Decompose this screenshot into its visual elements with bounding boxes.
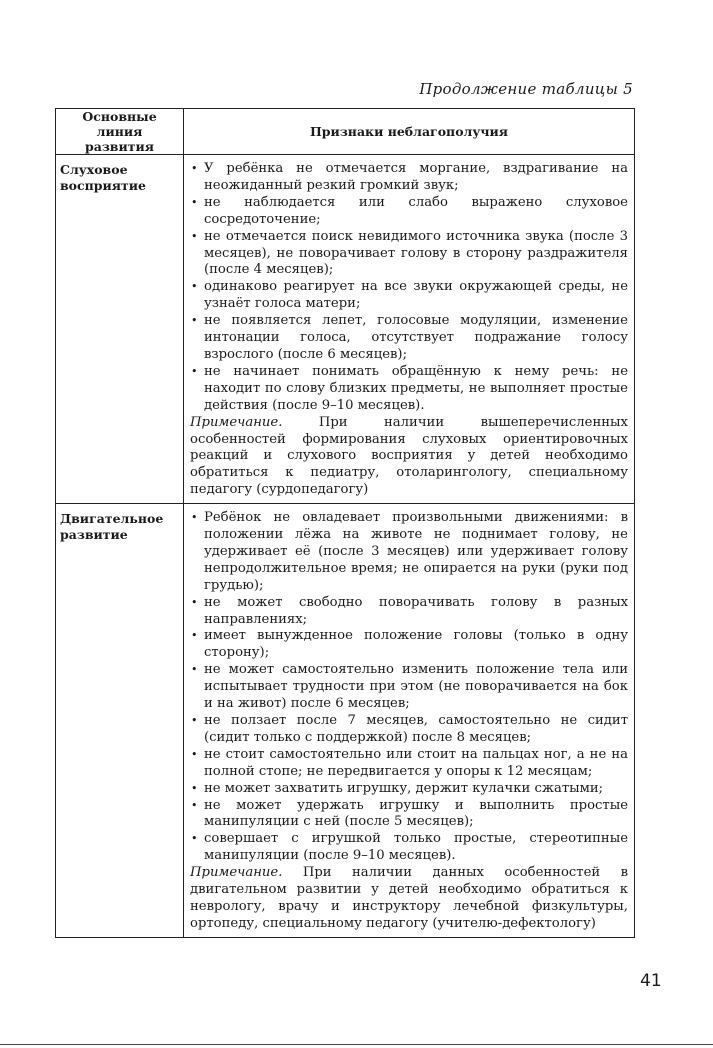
page-number: 41 <box>640 971 662 991</box>
bottom-divider <box>0 1044 713 1045</box>
header-development-lines: Основные линия развития <box>56 109 184 155</box>
note-label: Примечание. <box>190 865 283 881</box>
list-item: • не наблюдается или слабо выражено слуховое сосредоточение; <box>190 195 628 229</box>
note-label: Примечание. <box>190 414 283 430</box>
list-item: • не может захватить игрушку, держит кулачки сжатыми; <box>190 781 628 798</box>
signs-list <box>190 510 628 865</box>
list-item: • не начинает понимать обращённую к нему речь: не находит по слову близких предметы, не выполняет простые действия (после 9–10 месяцев). <box>190 364 628 415</box>
row-label-hearing: Слуховое восприятие <box>56 155 184 504</box>
row-label-motor: Двигательное развитие <box>56 504 184 938</box>
row-content-hearing <box>184 155 635 504</box>
list-item: • имеет вынужденное положение головы (только в одну сторону); <box>190 628 628 662</box>
list-item: • не может свободно поворачивать голову в разных направлениях; <box>190 595 628 629</box>
list-item: • не отмечается поиск невидимого источника звука (после 3 месяцев), не поворачивает голову в сторону раздражителя (после 4 месяцев); <box>190 229 628 280</box>
row-content-motor <box>184 504 635 938</box>
table-row <box>56 155 635 504</box>
list-item: • не может самостоятельно изменить положение тела или испытывает трудности при этом (не поворачивается на бок и на живот) после 6 месяцев; <box>190 662 628 713</box>
development-table <box>55 108 635 938</box>
list-item: • не стоит самостоятельно или стоит на пальцах ног, а не на полной стопе; не передвигается у опоры к 12 месяцам; <box>190 747 628 781</box>
signs-list <box>190 161 628 415</box>
header-warning-signs: Признаки неблагополучия <box>184 109 635 155</box>
list-item: • не может удержать игрушку и выполнить простые манипуляции с ней (после 5 месяцев); <box>190 798 628 832</box>
table-row <box>56 504 635 938</box>
note-text: При наличии вышеперечисленных особенностей формирования слуховых ориентировочных реакций и слухового восприятия у детей необходимо обратиться к педиатру, отоларингологу, специальному педагогу (сурдопедагогу) <box>190 414 628 498</box>
list-item: • У ребёнка не отмечается моргание, вздрагивание на неожиданный резкий громкий звук; <box>190 161 628 195</box>
list-item: • не ползает после 7 месяцев, самостоятельно не сидит (сидит только с поддержкой) после 8 месяцев; <box>190 713 628 747</box>
list-item: • одинаково реагирует на все звуки окружающей среды, не узнаёт голоса матери; <box>190 279 628 313</box>
table-caption: Продолжение таблицы 5 <box>419 80 633 98</box>
note-text: При наличии данных особенностей в двигательном развитии у детей необходимо обратиться к неврологу, врачу и инструктору лечебной физкультуры, ортопеду, специальному педагогу (учителю-дефектологу) <box>190 865 628 931</box>
list-item: • Ребёнок не овладевает произвольными движениями: в положении лёжа на животе не поднимает голову, не удерживает её (после 3 месяцев) или удерживает голову непродолжительное время; не опирается на руки (руки под грудью); <box>190 510 628 595</box>
list-item: • не появляется лепет, голосовые модуляции, изменение интонации голоса, отсутствует подражание голосу взрослого (после 6 месяцев); <box>190 313 628 364</box>
note <box>190 415 628 500</box>
table-header-row <box>56 109 635 155</box>
list-item: • совершает с игрушкой только простые, стереотипные манипуляции (после 9–10 месяцев). <box>190 831 628 865</box>
note <box>190 865 628 933</box>
